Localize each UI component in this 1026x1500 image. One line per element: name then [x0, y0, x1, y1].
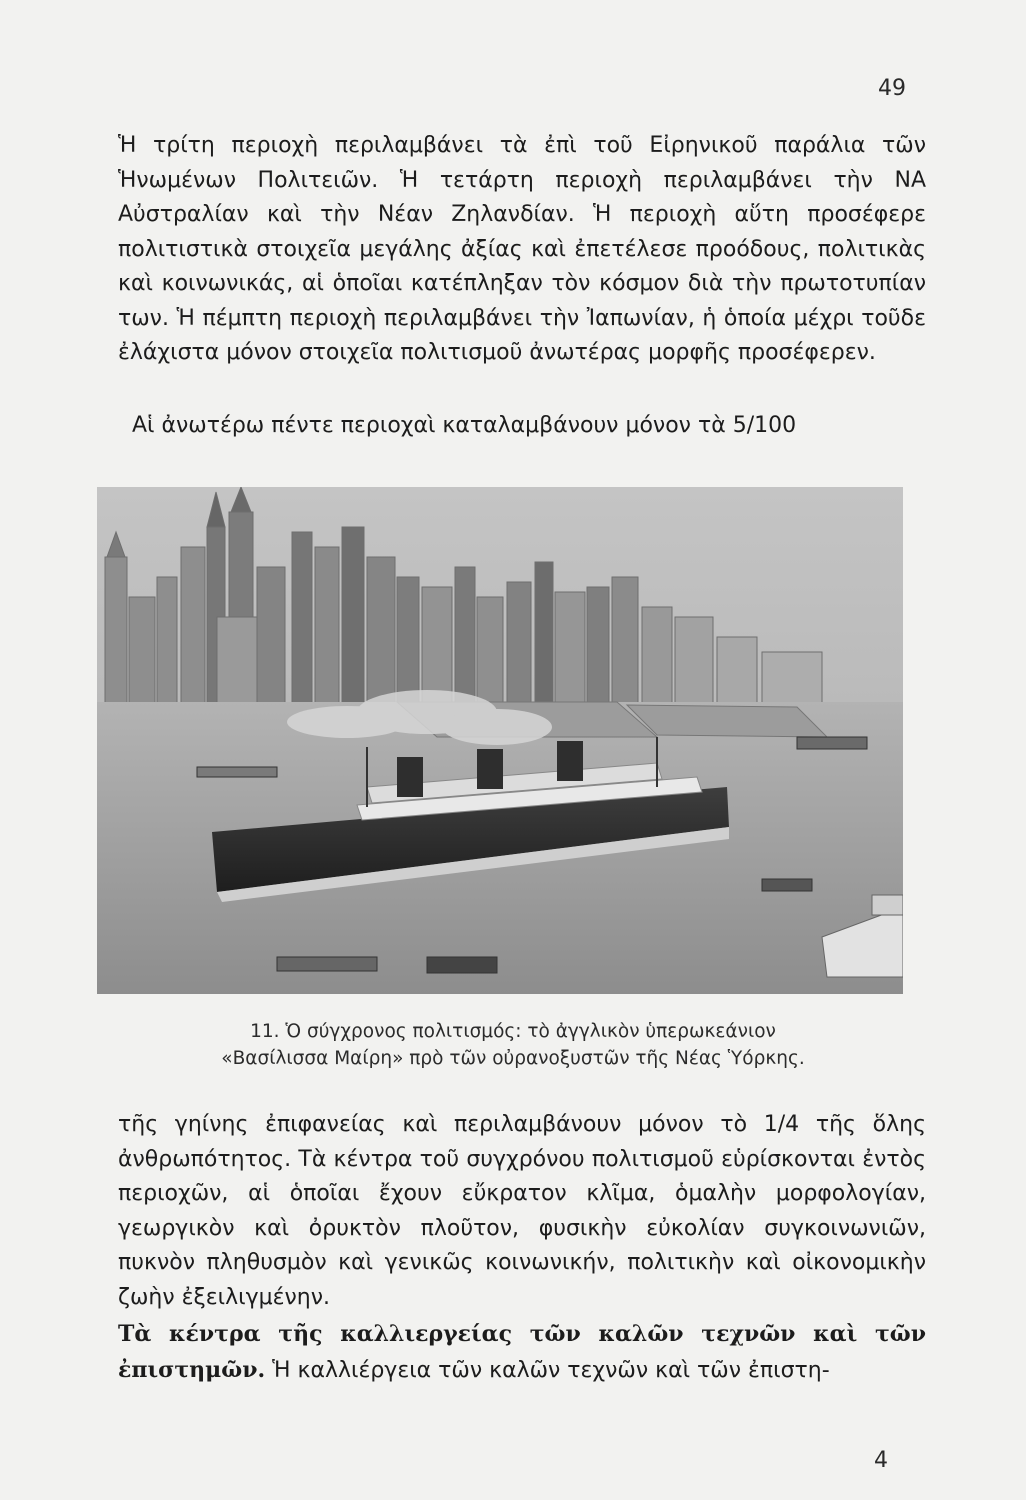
- paragraph-4: [118, 1317, 926, 1388]
- section-heading: Τὰ κέντρα τῆς καλλιεργείας τῶν καλῶν τεχνῶν καὶ τῶν ἐπιστημῶν.: [118, 1321, 926, 1383]
- paragraph-4-text: Ἡ καλλιέργεια τῶν καλῶν τεχνῶν καὶ τῶν ἐπιστη-: [265, 1357, 830, 1383]
- caption-line-1: 11. Ὁ σύγχρονος πολιτισμός: τὸ ἀγγλικὸν ὑπερωκεάνιον: [250, 1021, 776, 1042]
- figure-caption: [118, 1018, 908, 1072]
- paragraph-1: Ἡ τρίτη περιοχὴ περιλαμβάνει τὰ ἐπὶ τοῦ Εἰρηνικοῦ παράλια τῶν Ἡνωμένων Πολιτειῶν. Ἡ τετάρτη περιοχὴ περιλαμβάνει τὴν ΝΑ Αὐστραλίαν καὶ τὴν Νέαν Ζηλανδίαν. Ἡ περιοχὴ αὕτη προσέφερε πολιτιστικὰ στοιχεῖα μεγάλης ἀξίας καὶ ἐπετέλεσε προόδους, πολιτικὰς καὶ κοινωνικάς, αἱ ὁποῖαι κατέπληξαν τὸν κόσμον διὰ τὴν πρωτοτυπίαν των. Ἡ πέμπτη περιοχὴ περιλαμβάνει τὴν Ἰαπωνίαν, ἡ ὁποία μέχρι τοῦδε ἐλάχιστα μόνον στοιχεῖα πολιτισμοῦ ἀνωτέρας μορφῆς προσέφερεν.: [118, 133, 926, 365]
- page-number: 49: [878, 76, 906, 101]
- paragraph-3: τῆς γηίνης ἐπιφανείας καὶ περιλαμβάνουν μόνον τὸ 1/4 τῆς ὅλης ἀνθρωπότητος. Τὰ κέντρα τοῦ συγχρόνου πολιτισμοῦ εὑρίσκονται ἐντὸς περιοχῶν, αἱ ὁποῖαι ἔχουν εὔκρατον κλῖμα, ὁμαλὴν μορφολογίαν, γεωργικὸν καὶ ὀρυκτὸν πλοῦτον, φυσικὴν εὐκολίαν συγκοινωνιῶν, πυκνὸν πληθυσμὸν καὶ γενικῶς κοινωνικήν, πολιτικὴν καὶ οἰκονομικὴν ζωὴν ἐξειλιγμένην.: [118, 1112, 926, 1310]
- caption-line-2: «Βασίλισσα Μαίρη» πρὸ τῶν οὐρανοξυστῶν τῆς Νέας Ὑόρκης.: [221, 1048, 805, 1069]
- paragraph-2: Αἱ ἀνωτέρω πέντε περιοχαὶ καταλαμβάνουν μόνον τὰ 5/100: [132, 413, 797, 438]
- signature-mark: 4: [874, 1448, 888, 1473]
- ocean-liner-photo: [97, 487, 903, 994]
